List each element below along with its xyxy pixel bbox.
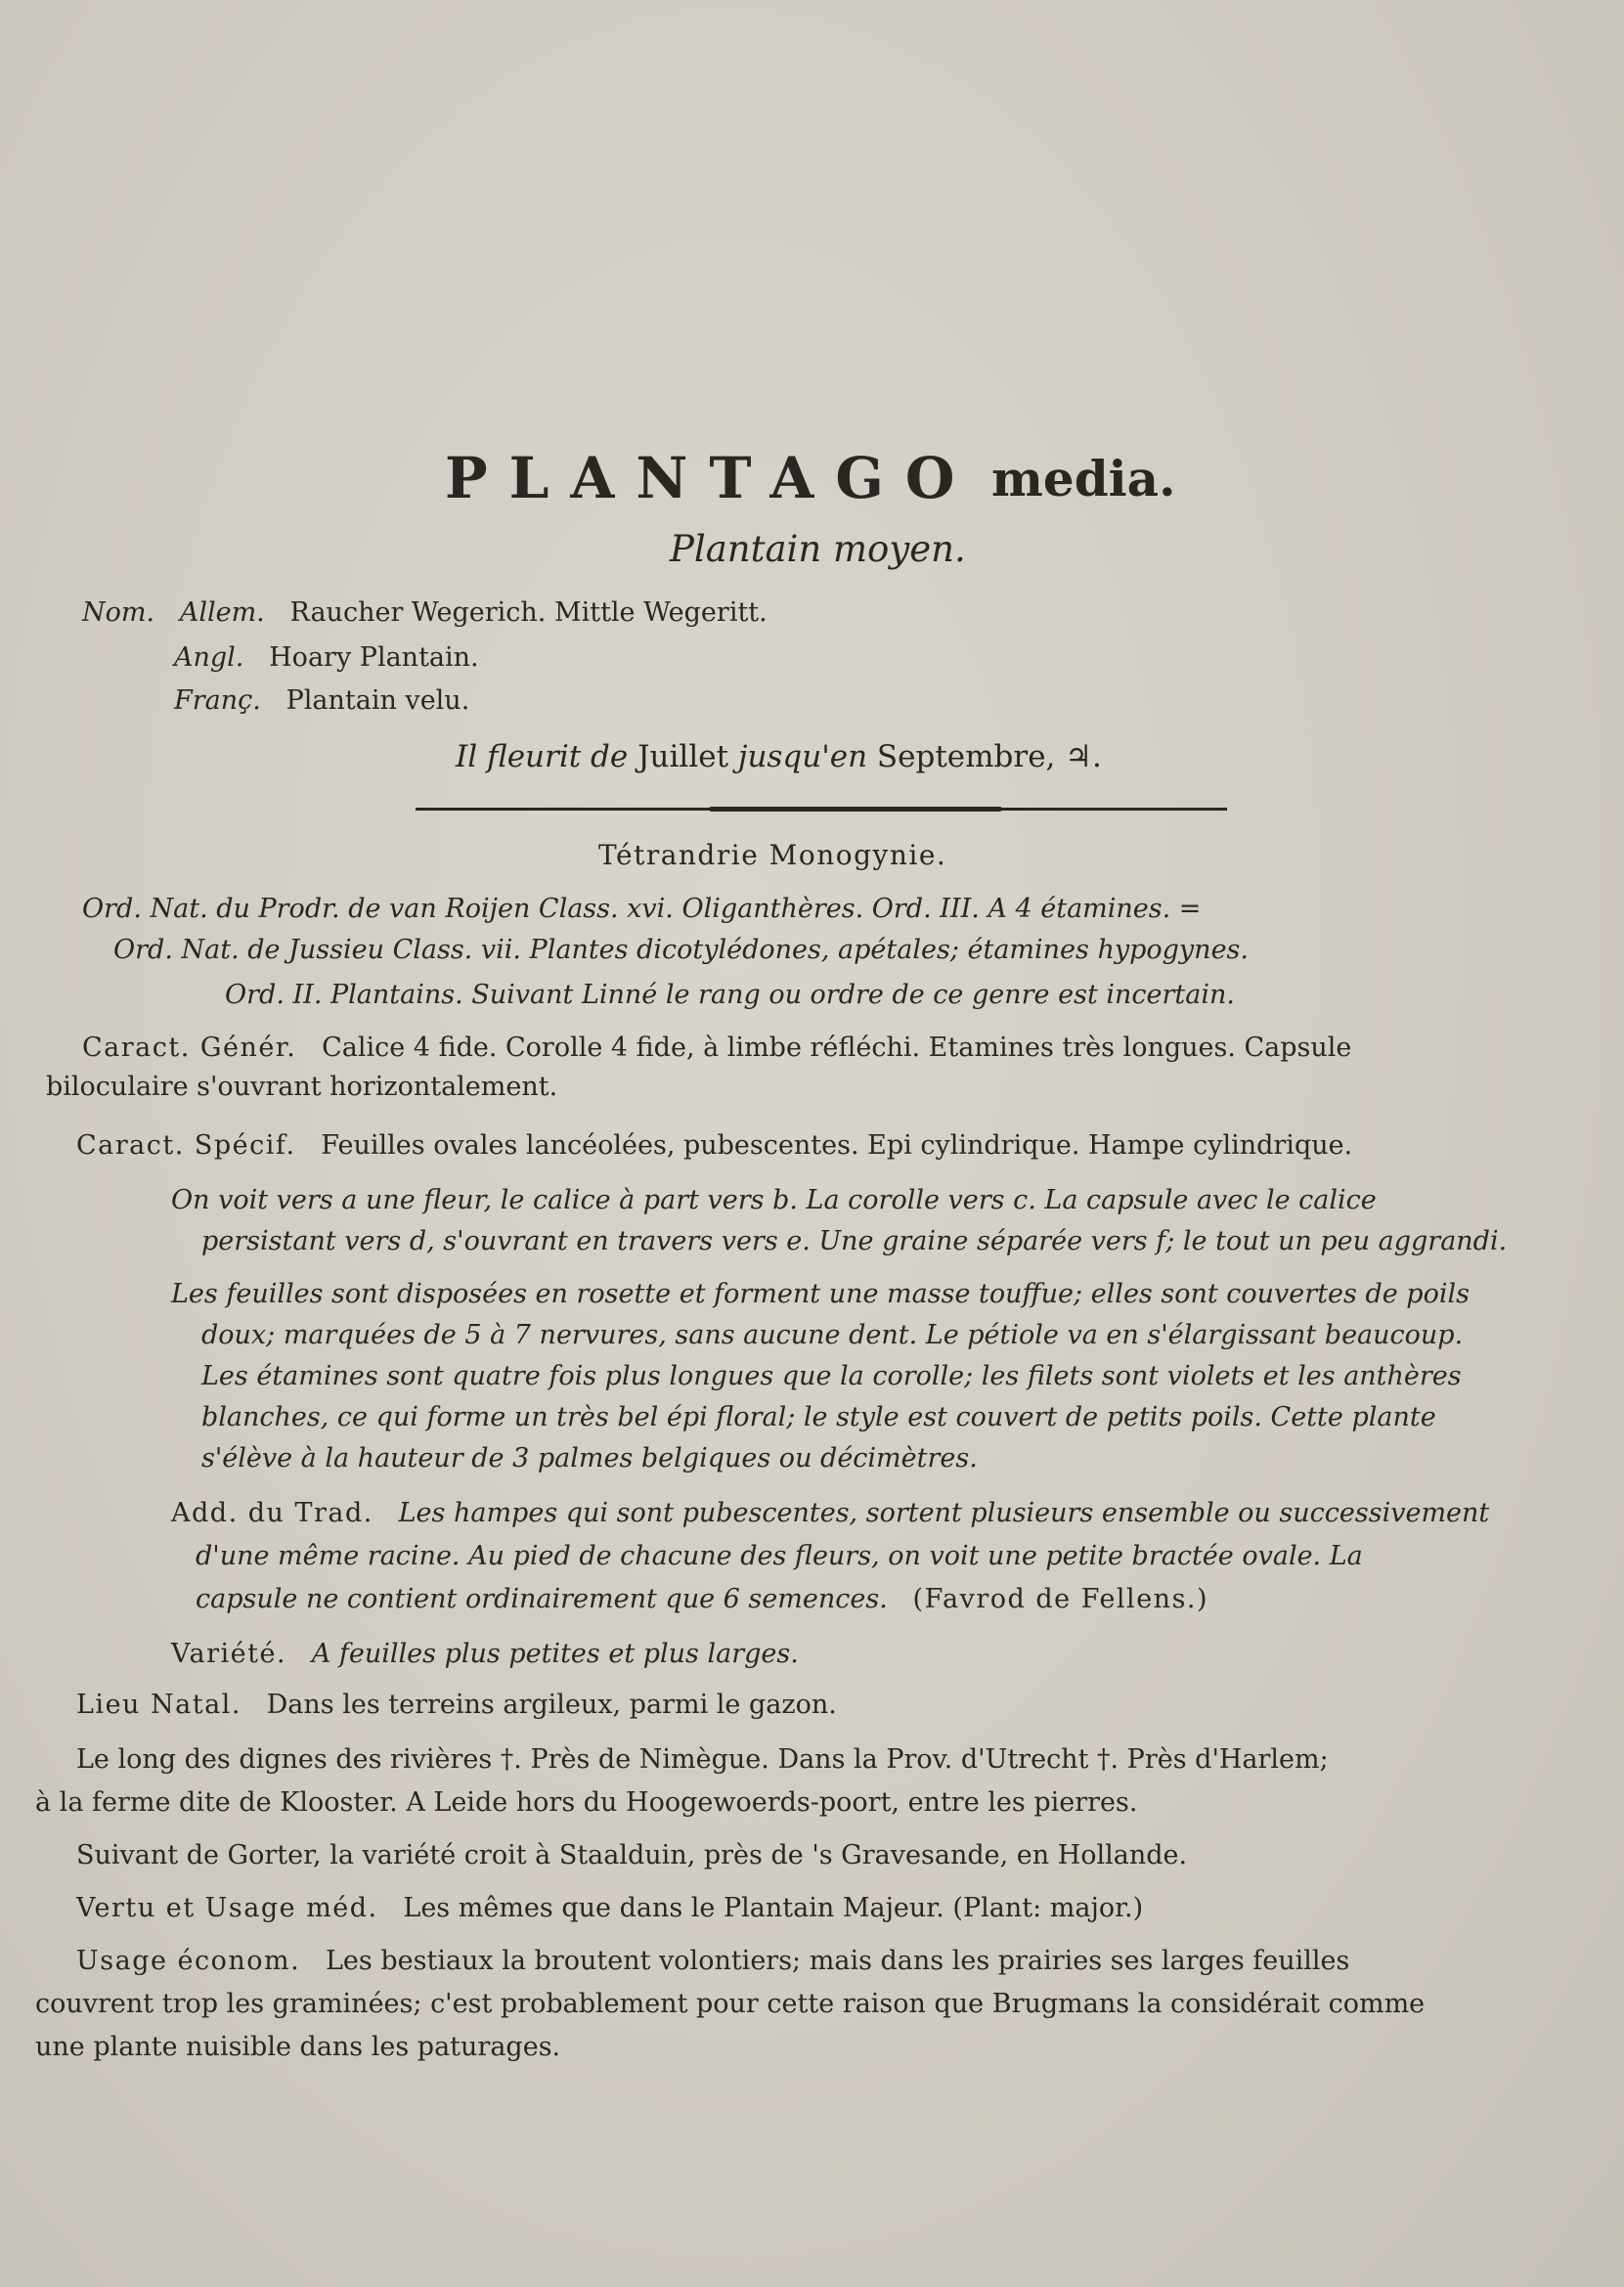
vertu-text: Les mêmes que dans le Plantain Majeur. (Plant: major.) (403, 1893, 1144, 1923)
leaves-description-line-4: blanches, ce qui forme un très bel épi floral; le style est couvert de petits poils. Cette plante (201, 1402, 1436, 1432)
flowering-text-a: Il fleurit de (456, 739, 629, 774)
lieu-natal-text: Dans les terreins argileux, parmi le gazon. (266, 1690, 837, 1720)
leaves-description-line-5: s'élève à la hauteur de 3 palmes belgiques ou décimètres. (201, 1443, 978, 1473)
names-row-franc (174, 680, 469, 723)
nom-label: Nom. (82, 597, 155, 628)
allem-value: Raucher Wegerich. Mittle Wegeritt. (289, 597, 768, 628)
habitat (76, 1684, 837, 1727)
classification-line-3: Ord. II. Plantains. Suivant Linné le rang ou ordre de ce genre est incertain. (225, 980, 1235, 1010)
variete-label: Variété. (171, 1639, 287, 1669)
names-row-angl (174, 637, 479, 680)
add-trad-label: Add. du Trad. (171, 1498, 373, 1528)
allem-label: Allem. (179, 597, 265, 628)
add-trad-credit: (Favrod de Fellens.) (912, 1584, 1209, 1614)
franc-value: Plantain velu. (285, 685, 470, 716)
leaves-description-line-2: doux; marquées de 5 à 7 nervures, sans aucune dent. Le pétiole va en s'élargissant beaucoup. (201, 1320, 1464, 1350)
franc-label: Franç. (174, 685, 261, 716)
generic-character-line-1 (82, 1027, 1351, 1070)
locations-line-2: à la ferme dite de Klooster. A Leide hors du Hoogewoerds-poort, entre les pierres. (35, 1787, 1138, 1818)
angl-label: Angl. (174, 642, 244, 673)
flowering-month-end: Septembre, ♃. (876, 739, 1102, 774)
economic-use-line-3: une plante nuisible dans les paturages. (35, 2032, 561, 2062)
medicinal-use (76, 1887, 1143, 1930)
translator-addition-line-1 (171, 1492, 1489, 1535)
variete-text: A feuilles plus petites et plus larges. (311, 1639, 799, 1669)
leaves-description-line-1: Les feuilles sont disposées en rosette et forment une masse touffue; elles sont couvertes de poils (171, 1279, 1470, 1309)
flowering-month-start: Juillet (637, 739, 729, 774)
locations-line-1: Le long des dignes des rivières †. Près de Nimègue. Dans la Prov. d'Utrecht †. Près d'Harlem; (76, 1744, 1329, 1775)
figure-description-line-1: On voit vers a une fleur, le calice à part vers b. La corolle vers c. La capsule avec le calice (171, 1185, 1377, 1215)
species-title: media. (991, 450, 1176, 507)
economic-use-line-1 (76, 1940, 1349, 1983)
lieu-natal-label: Lieu Natal. (76, 1690, 241, 1720)
flowering-period (456, 739, 1102, 774)
gorter-note: Suivant de Gorter, la variété croit à Staalduin, près de 's Gravesande, en Hollande. (76, 1840, 1188, 1870)
generic-character-line-2: biloculaire s'ouvrant horizontalement. (46, 1072, 558, 1102)
caract-specif-label: Caract. Spécif. (76, 1130, 296, 1161)
classification-line-1: Ord. Nat. du Prodr. de van Roijen Class. xvi. Oliganthères. Ord. III. A 4 étamines. = (82, 894, 1202, 924)
usage-text-1: Les bestiaux la broutent volontiers; mais dans les prairies ses larges feuilles (326, 1946, 1350, 1976)
linnaean-class: Tétrandrie Monogynie. (598, 839, 947, 871)
genus-title: PLANTAGO (445, 445, 977, 511)
classification-line-2: Ord. Nat. de Jussieu Class. vii. Plantes dicotylédones, apétales; étamines hypogynes. (113, 935, 1249, 965)
caract-gener-label: Caract. Génér. (82, 1033, 297, 1063)
figure-description-line-2: persistant vers d, s'ouvrant en travers vers e. Une graine séparée vers f; le tout un peu aggrandi. (201, 1226, 1508, 1256)
caract-gener-text-1: Calice 4 fide. Corolle 4 fide, à limbe réfléchi. Etamines très longues. Capsule (322, 1033, 1352, 1063)
add-trad-text-1: Les hampes qui sont pubescentes, sortent plusieurs ensemble ou successivement (398, 1498, 1490, 1528)
variety (171, 1633, 799, 1676)
angl-value: Hoary Plantain. (269, 642, 479, 673)
economic-use-line-2: couvrent trop les graminées; c'est probablement pour cette raison que Brugmans la considérait comme (35, 1989, 1426, 2019)
translator-addition-line-2: d'une même racine. Au pied de chacune des fleurs, on voit une petite bractée ovale. La (196, 1541, 1363, 1571)
leaves-description-line-3: Les étamines sont quatre fois plus longues que la corolle; les filets sont violets et les anthères (201, 1361, 1462, 1391)
caract-specif-text: Feuilles ovales lancéolées, pubescentes. Epi cylindrique. Hampe cylindrique. (321, 1130, 1353, 1161)
common-name-subtitle: Plantain moyen. (670, 528, 966, 570)
translator-addition-line-3 (196, 1578, 1208, 1621)
add-trad-text-3: capsule ne contient ordinairement que 6 semences. (196, 1584, 888, 1614)
names-row-allem (82, 592, 768, 635)
usage-label: Usage économ. (76, 1946, 301, 1976)
vertu-label: Vertu et Usage méd. (76, 1893, 378, 1923)
flowering-text-c: jusqu'en (737, 739, 868, 774)
section-divider-rule (416, 808, 1227, 811)
specific-character (76, 1124, 1352, 1167)
